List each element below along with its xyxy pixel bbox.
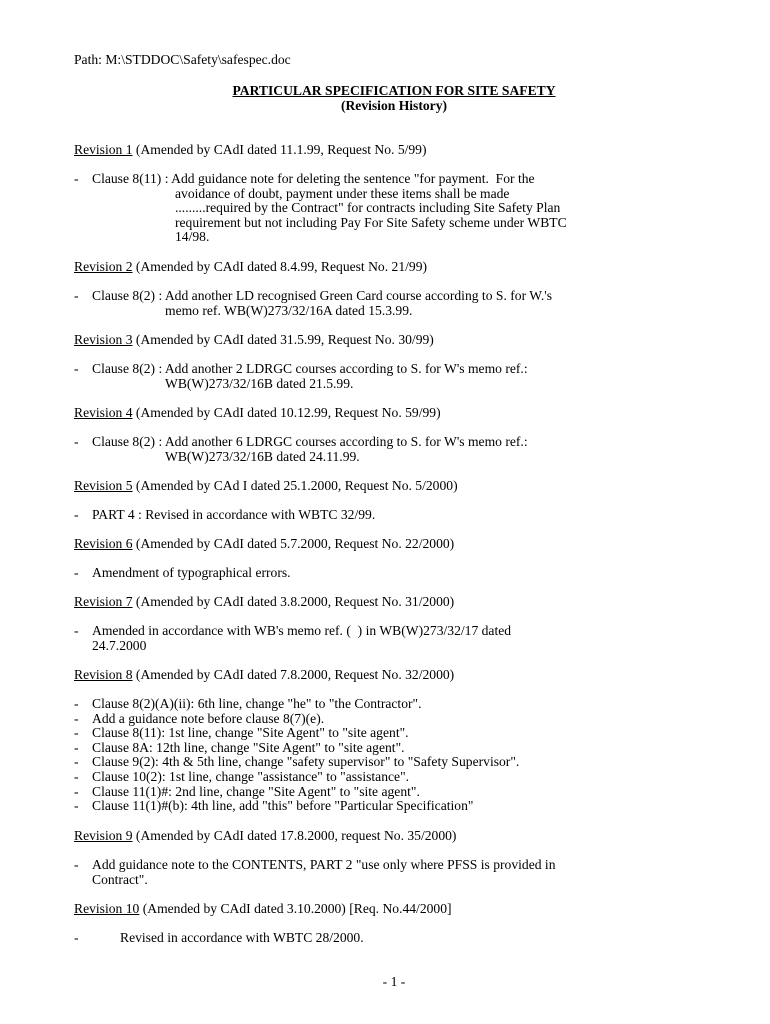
revision-label: Revision 5 — [74, 478, 133, 493]
revision-detail: (Amended by CAd I dated 25.1.2000, Request No. 5/2000) — [132, 478, 458, 493]
item-line: Clause 10(2): 1st line, change "assistance" to "assistance". — [92, 768, 410, 784]
revision-detail: (Amended by CAdI dated 5.7.2000, Request No. 22/2000) — [132, 536, 455, 551]
file-path: Path: M:\STDDOC\Safety\safespec.doc — [74, 52, 291, 67]
revision-item — [74, 508, 375, 523]
revision-label: Revision 1 — [74, 142, 133, 157]
revision-item — [74, 435, 528, 464]
bullet-dash: - — [74, 783, 79, 799]
bullet-dash: - — [74, 739, 79, 755]
revision-heading — [74, 143, 427, 158]
revision-label: Revision 7 — [74, 594, 133, 609]
bullet-dash: - — [74, 754, 79, 770]
document-title — [0, 84, 770, 113]
revision-item — [74, 566, 291, 581]
revision-detail: (Amended by CAdI dated 8.4.99, Request No. 21/99) — [132, 259, 428, 274]
item-line: requirement but not including Pay For Site Safety scheme under WBTC — [175, 214, 567, 230]
item-line: avoidance of doubt, payment under these items shall be made — [175, 185, 510, 201]
bullet-dash: - — [74, 725, 79, 741]
item-line: Clause 8(11) : Add guidance note for deleting the sentence "for payment. For the — [92, 171, 535, 186]
revision-item — [74, 172, 567, 245]
bullet-dash: - — [74, 696, 79, 711]
revision-heading — [74, 829, 456, 844]
revision-detail: (Amended by CAdI dated 11.1.99, Request No. 5/99) — [132, 142, 427, 157]
bullet-dash: - — [74, 710, 79, 726]
item-line: WB(W)273/32/16B dated 21.5.99. — [165, 375, 354, 391]
bullet-dash: - — [74, 565, 79, 580]
title-subtitle: (Revision History) — [340, 97, 448, 113]
list-item — [74, 726, 519, 741]
revision-label: Revision 4 — [74, 405, 133, 420]
revision-item — [74, 931, 364, 946]
revision-heading — [74, 668, 454, 683]
revision-detail: (Amended by CAdI dated 17.8.2000, request No. 35/2000) — [132, 828, 457, 843]
list-item — [74, 770, 519, 785]
revision-label: Revision 6 — [74, 536, 133, 551]
revision-heading — [74, 260, 427, 275]
bullet-dash: - — [74, 798, 79, 814]
item-line: Clause 8A: 12th line, change "Site Agent" to "site agent". — [92, 739, 405, 755]
item-line: Amendment of typographical errors. — [92, 565, 291, 580]
bullet-dash: - — [74, 857, 79, 872]
revision-item — [74, 624, 511, 653]
item-line: Clause 8(2)(A)(ii): 6th line, change "he" to "the Contractor". — [92, 696, 422, 711]
list-item — [74, 712, 519, 727]
item-line: Amended in accordance with WB's memo ref. ( ) in WB(W)273/32/17 dated — [92, 623, 512, 638]
revision-detail: (Amended by CAdI dated 7.8.2000, Request No. 32/2000) — [132, 667, 455, 682]
revision-detail: (Amended by CAdI dated 10.12.99, Request No. 59/99) — [132, 405, 441, 420]
bullet-dash: - — [74, 434, 79, 449]
list-item — [74, 755, 519, 770]
revision-item-list — [74, 697, 519, 814]
revision-item — [74, 362, 528, 391]
revision-label: Revision 10 — [74, 901, 140, 916]
item-line: 24.7.2000 — [92, 637, 147, 653]
item-line: Revised in accordance with WBTC 28/2000. — [120, 930, 364, 945]
bullet-dash: - — [74, 171, 79, 186]
revision-heading — [74, 902, 452, 917]
revision-label: Revision 8 — [74, 667, 133, 682]
item-line: Clause 8(2) : Add another 2 LDRGC courses according to S. for W's memo ref.: — [92, 361, 528, 376]
revision-detail: (Amended by CAdI dated 3.8.2000, Request No. 31/2000) — [132, 594, 455, 609]
item-line: Clause 8(11): 1st line, change "Site Agent" to "site agent". — [92, 725, 409, 741]
bullet-dash: - — [74, 361, 79, 376]
item-line: Contract". — [92, 871, 148, 887]
revision-label: Revision 2 — [74, 259, 133, 274]
item-line: Add guidance note to the CONTENTS, PART 2 "use only where PFSS is provided in — [92, 857, 556, 872]
revision-detail: (Amended by CAdI dated 3.10.2000) [Req. No.44/2000] — [139, 901, 452, 916]
item-line: Clause 9(2): 4th & 5th line, change "safety supervisor" to "Safety Supervisor". — [92, 754, 520, 770]
revision-heading — [74, 333, 434, 348]
title-main: PARTICULAR SPECIFICATION FOR SITE SAFETY — [232, 83, 556, 98]
list-item — [74, 741, 519, 756]
revision-item — [74, 289, 552, 318]
list-item — [74, 785, 519, 800]
list-item — [74, 799, 519, 814]
item-line: .........required by the Contract" for contracts including Site Safety Plan — [175, 200, 561, 216]
revision-heading — [74, 406, 441, 421]
item-line: Clause 8(2) : Add another LD recognised Green Card course according to S. for W.'s — [92, 288, 552, 303]
item-line: WB(W)273/32/16B dated 24.11.99. — [165, 448, 360, 464]
item-line: Add a guidance note before clause 8(7)(e). — [92, 710, 325, 726]
item-line: memo ref. WB(W)273/32/16A dated 15.3.99. — [165, 302, 413, 318]
item-line: Clause 11(1)#(b): 4th line, add "this" before "Particular Specification" — [92, 798, 474, 814]
revision-detail: (Amended by CAdI dated 31.5.99, Request No. 30/99) — [132, 332, 434, 347]
revision-item — [74, 858, 556, 887]
list-item — [74, 697, 519, 712]
page-number: - 1 - — [382, 974, 406, 989]
item-line: 14/98. — [175, 229, 210, 245]
bullet-dash: - — [74, 507, 79, 522]
item-line: Clause 8(2) : Add another 6 LDRGC courses according to S. for W's memo ref.: — [92, 434, 528, 449]
item-line: PART 4 : Revised in accordance with WBTC 32/99. — [92, 507, 376, 522]
bullet-dash: - — [74, 623, 79, 638]
revision-heading — [74, 595, 454, 610]
bullet-dash: - — [74, 288, 79, 303]
bullet-dash: - — [74, 768, 79, 784]
revision-heading — [74, 537, 454, 552]
bullet-dash: - — [74, 930, 79, 945]
revision-heading — [74, 479, 458, 494]
item-line: Clause 11(1)#: 2nd line, change "Site Agent" to "site agent". — [92, 783, 420, 799]
revision-label: Revision 9 — [74, 828, 133, 843]
revision-label: Revision 3 — [74, 332, 133, 347]
